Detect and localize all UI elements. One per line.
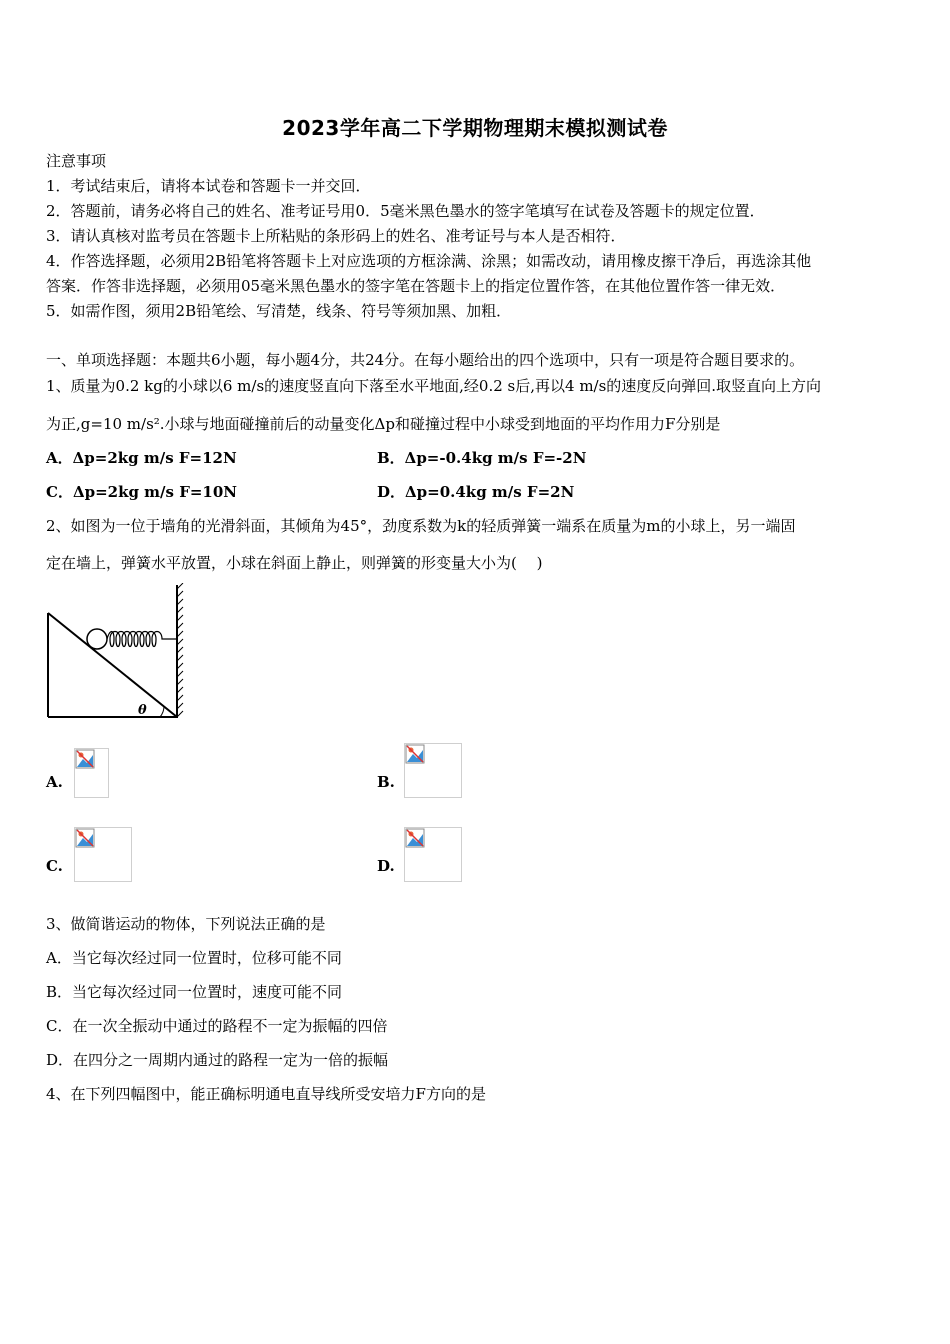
q3-stem: 3、做简谐运动的物体，下列说法正确的是 bbox=[46, 915, 326, 933]
q3-option-a: A．当它每次经过同一位置时，位移可能不同 bbox=[46, 949, 342, 967]
ball bbox=[87, 629, 107, 649]
incline bbox=[48, 613, 177, 717]
q2-option-c: C. bbox=[46, 857, 63, 875]
wall bbox=[177, 583, 183, 718]
q4-stem: 4、在下列四幅图中，能正确标明通电直导线所受安培力F方向的是 bbox=[46, 1085, 486, 1103]
broken-image-icon bbox=[404, 743, 462, 798]
section-heading: 一、单项选择题：本题共6小题，每小题4分，共24分。在每小题给出的四个选项中，只有一项是符合题目要求的。 bbox=[46, 351, 805, 369]
q2-stem-line1: 2、如图为一位于墙角的光滑斜面，其倾角为45°，劲度系数为k的轻质弹簧一端系在质量为m的小球上，另一端固 bbox=[46, 517, 796, 535]
q1-stem-line1: 1、质量为0.2 kg的小球以6 m/s的速度竖直向下落至水平地面,经0.2 s后,再以4 m/s的速度反向弹回.取竖直向上方向 bbox=[46, 377, 822, 395]
q1-option-b: B．Δp=-0.4kg m/s F=-2N bbox=[377, 449, 587, 467]
angle-arc bbox=[160, 706, 164, 717]
q3-option-c: C．在一次全振动中通过的路程不一定为振幅的四倍 bbox=[46, 1017, 388, 1035]
notice-item: 4．作答选择题，必须用2B铅笔将答题卡上对应选项的方框涂满、涂黑；如需改动，请用橡皮擦干净后，再选涂其他 bbox=[46, 252, 812, 270]
angle-label: θ bbox=[138, 703, 147, 718]
notice-item: 2．答题前，请务必将自己的姓名、准考证号用0．5毫米黑色墨水的签字笔填写在试卷及答题卡的规定位置． bbox=[46, 202, 765, 220]
incline-spring-figure bbox=[44, 583, 186, 723]
q2-option-d: D. bbox=[377, 857, 395, 875]
broken-image-icon bbox=[74, 827, 132, 882]
notice-item: 5．如需作图，须用2B铅笔绘、写清楚，线条、符号等须加黑、加粗． bbox=[46, 302, 512, 320]
q1-option-c: C．Δp=2kg m/s F=10N bbox=[46, 483, 237, 501]
broken-image-icon bbox=[74, 748, 109, 798]
notice-heading: 注意事项 bbox=[46, 152, 107, 170]
q1-option-d: D．Δp=0.4kg m/s F=2N bbox=[377, 483, 575, 501]
notice-item: 1．考试结束后，请将本试卷和答题卡一并交回． bbox=[46, 177, 371, 195]
spring bbox=[107, 632, 177, 647]
q2-option-b: B. bbox=[377, 773, 395, 791]
notice-item: 答案．作答非选择题，必须用05毫米黑色墨水的签字笔在答题卡上的指定位置作答，在其他位置作答一律无效． bbox=[46, 277, 786, 295]
q2-stem-line2: 定在墙上，弹簧水平放置，小球在斜面上静止，则弹簧的形变量大小为( ) bbox=[46, 554, 543, 572]
q1-option-a: A．Δp=2kg m/s F=12N bbox=[46, 449, 237, 467]
q3-option-b: B．当它每次经过同一位置时，速度可能不同 bbox=[46, 983, 343, 1001]
q2-option-a: A. bbox=[46, 773, 63, 791]
page-title: 2023学年高二下学期物理期末模拟测试卷 bbox=[282, 116, 668, 140]
notice-item: 3．请认真核对监考员在答题卡上所粘贴的条形码上的姓名、准考证号与本人是否相符． bbox=[46, 227, 626, 245]
q1-stem-line2: 为正,g=10 m/s².小球与地面碰撞前后的动量变化Δp和碰撞过程中小球受到地面的平均作用力F分别是 bbox=[46, 415, 721, 433]
broken-image-icon bbox=[404, 827, 462, 882]
q3-option-d: D．在四分之一周期内通过的路程一定为一倍的振幅 bbox=[46, 1051, 389, 1069]
